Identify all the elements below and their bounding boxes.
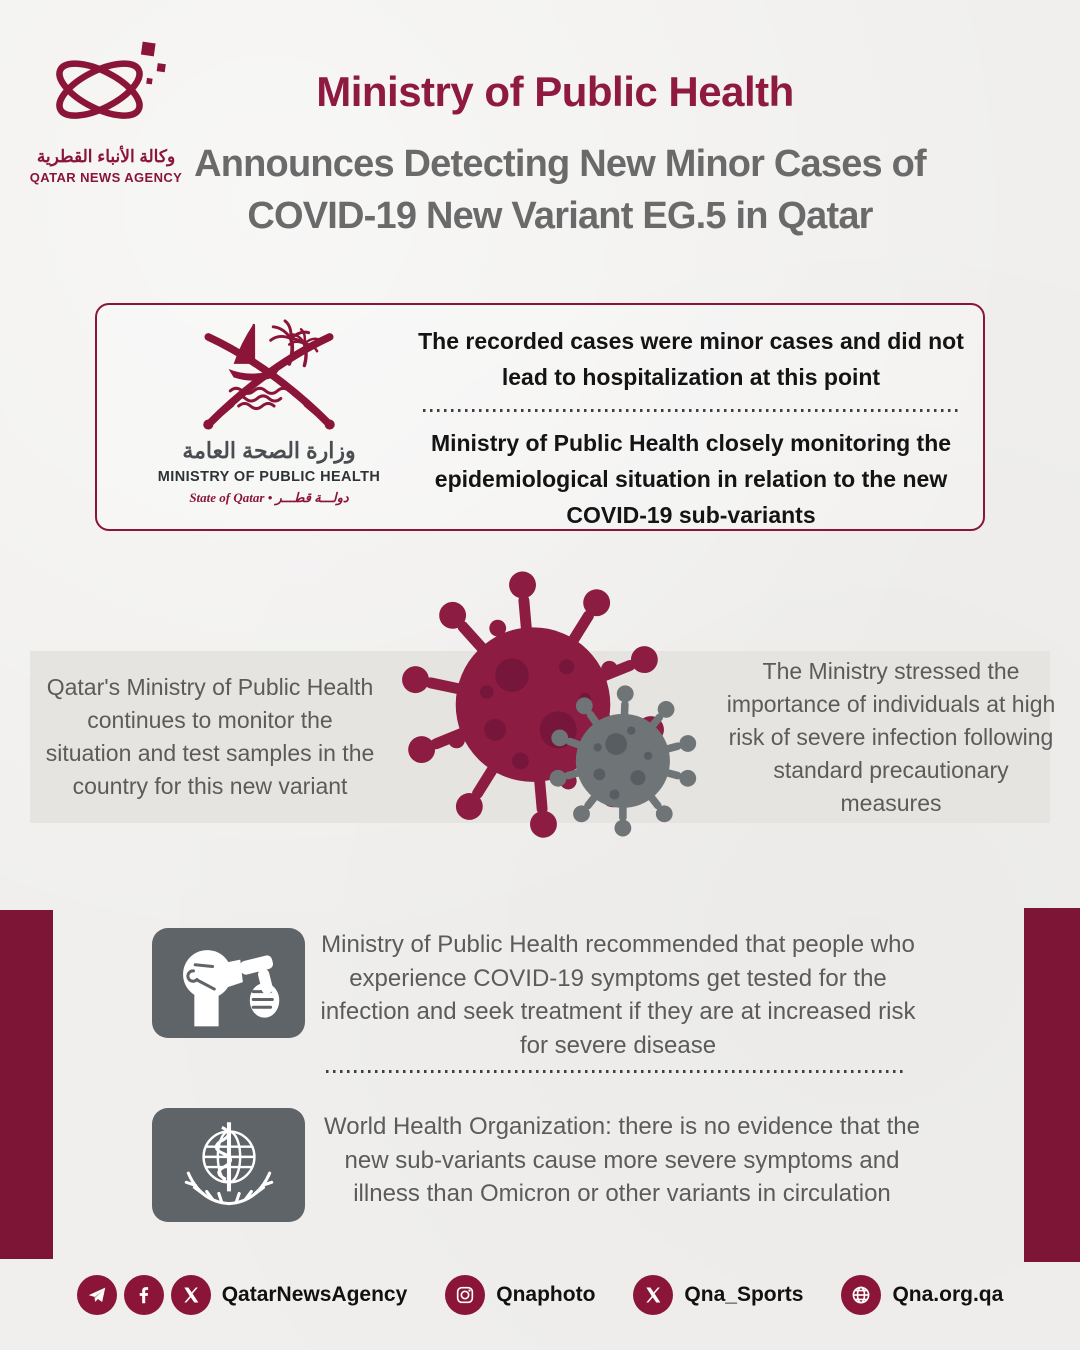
recommendation-2-text: World Health Organization: there is no evidence that the new sub-variants cause more severe symptoms and illness than Omicron or other variants in circulation — [324, 1113, 920, 1207]
ministry-card — [95, 303, 985, 531]
subtitle-line-2: COVID-19 New Variant EG.5 in Qatar — [247, 195, 873, 237]
dotted-divider — [423, 409, 959, 412]
telegram-icon — [77, 1275, 117, 1315]
qna-handle-label: QatarNewsAgency — [221, 1283, 408, 1306]
temperature-check-icon — [152, 928, 305, 1038]
social-sports-handle — [633, 1275, 803, 1315]
right-accent-bar — [1024, 908, 1080, 1262]
moph-state-line: State of Qatar • دولـــة قطـــر — [189, 490, 349, 505]
qatar-emblem-icon — [176, 315, 362, 433]
footer-social-bar — [0, 1274, 1080, 1316]
ministry-card-points — [417, 323, 965, 533]
instagram-handle-label: Qnaphoto — [496, 1283, 596, 1306]
monitoring-right-text: The Ministry stressed the importance of individuals at high risk of severe infection following standard precautionary measures — [726, 657, 1056, 816]
qna-english-name: QATAR NEWS AGENCY — [29, 170, 183, 185]
monitoring-left-text: Qatar's Ministry of Public Health continues to monitor the situation and test samples in the country for this new variant — [45, 674, 375, 799]
website-link — [841, 1275, 1003, 1315]
instagram-icon — [445, 1275, 485, 1315]
coronavirus-icon — [386, 566, 722, 860]
globe-icon — [841, 1275, 881, 1315]
page-title: Ministry of Public Health — [316, 68, 794, 115]
card-point-1: The recorded cases were minor cases and did not lead to hospitalization at this point — [418, 328, 964, 390]
x-icon — [633, 1275, 673, 1315]
moph-english-name: MINISTRY OF PUBLIC HEALTH — [157, 469, 381, 485]
moph-emblem — [139, 315, 399, 506]
moph-arabic-name: وزارة الصحة العامة — [182, 438, 356, 463]
left-accent-bar — [0, 910, 53, 1259]
sports-handle-label: Qna_Sports — [684, 1283, 804, 1306]
social-qna-handle — [77, 1275, 408, 1315]
who-icon — [152, 1108, 305, 1222]
qna-arabic-name: وكالة الأنباء القطرية — [36, 147, 176, 166]
facebook-icon — [124, 1275, 164, 1315]
social-instagram-handle — [445, 1275, 595, 1315]
website-label: Qna.org.qa — [892, 1283, 1004, 1306]
subtitle-line-1: Announces Detecting New Minor Cases of — [194, 143, 926, 185]
recommendation-1-text: Ministry of Public Health recommended that people who experience COVID-19 symptoms get tested for the infection and seek treatment if they are at increased risk for severe disease — [320, 931, 916, 1059]
dotted-divider — [326, 1070, 904, 1073]
x-icon — [171, 1275, 211, 1315]
card-point-2: Ministry of Public Health closely monitoring the epidemiological situation in relation to the new COVID-19 sub-variants — [430, 430, 952, 528]
page-subtitle — [80, 138, 1040, 242]
